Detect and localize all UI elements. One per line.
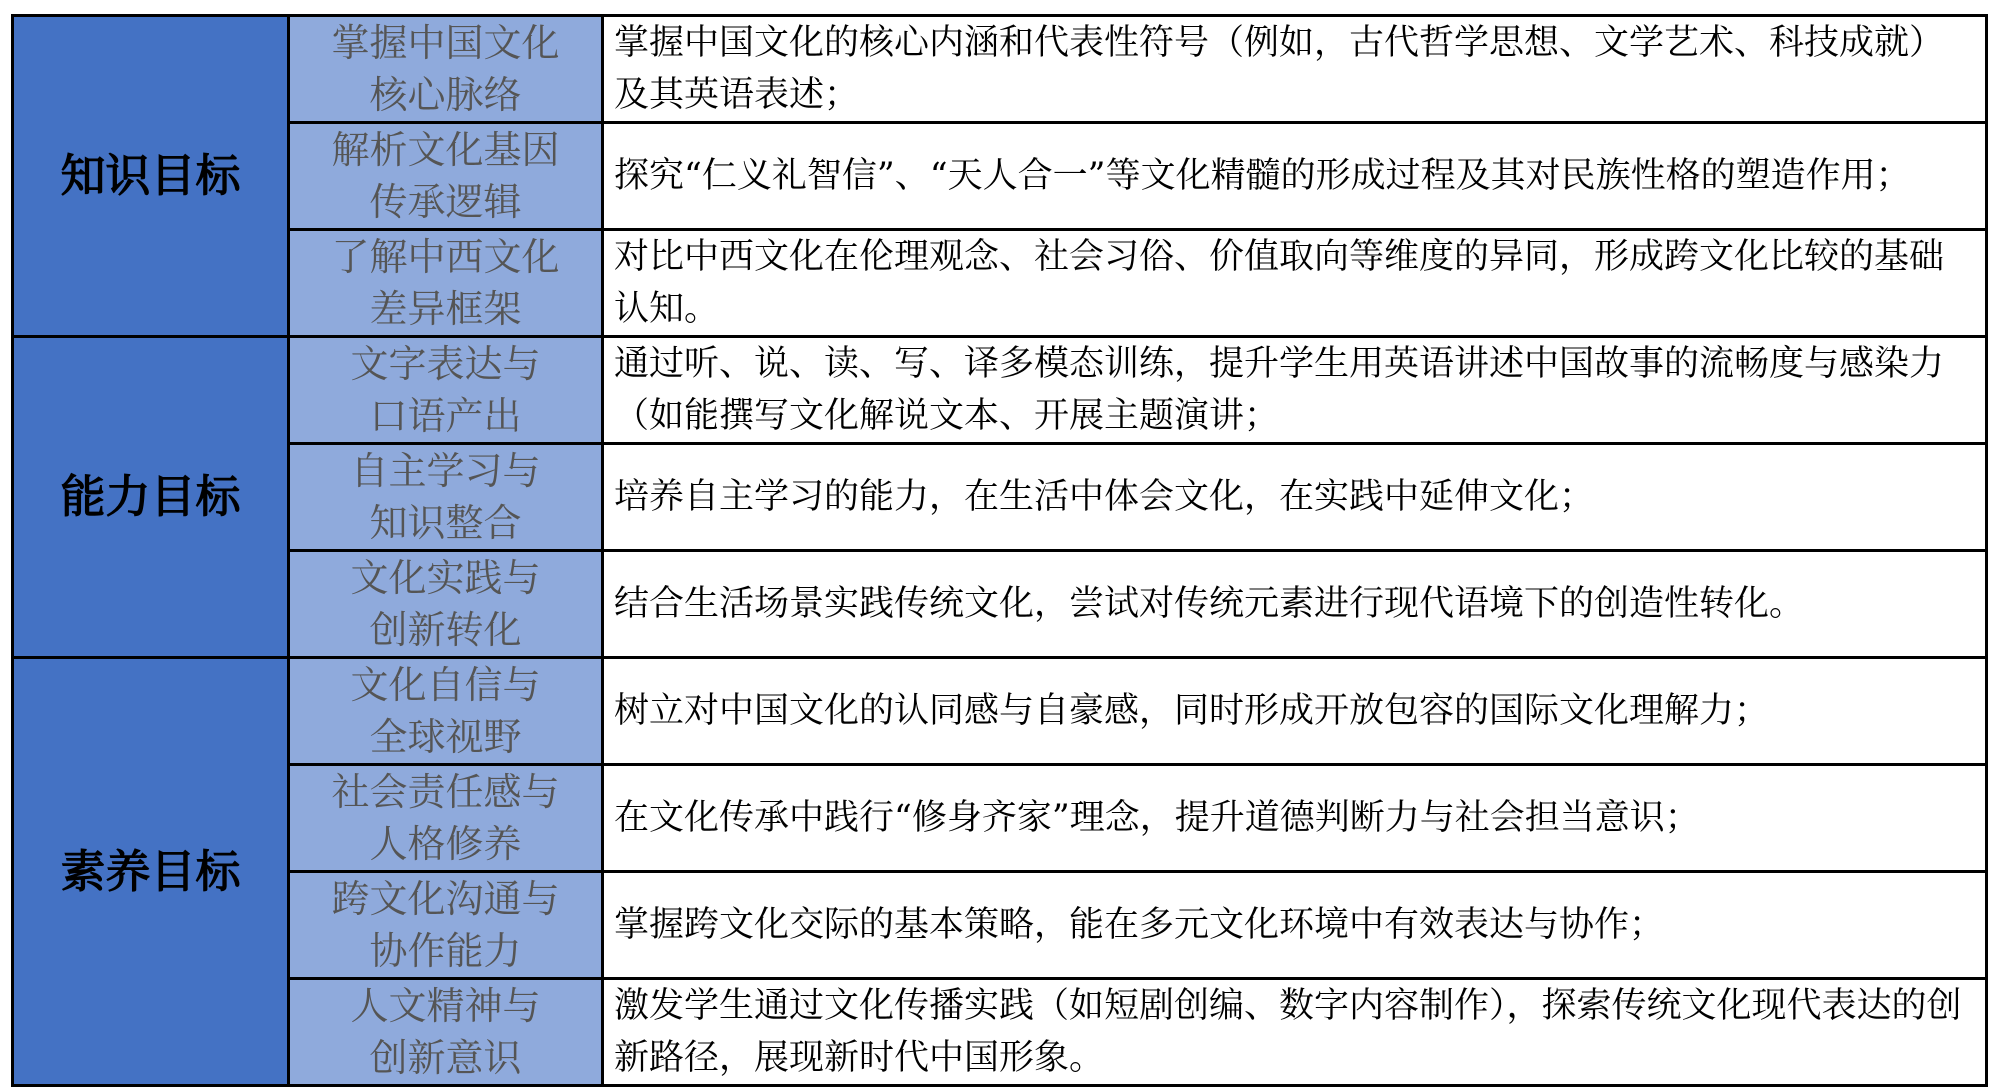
description-cell: 树立对中国文化的认同感与自豪感，同时形成开放包容的国际文化理解力； [603, 658, 1987, 765]
subgoal-cell [289, 16, 603, 123]
subgoal-line: 人格修养 [369, 822, 522, 866]
subgoal-line: 了解中西文化 [331, 235, 560, 279]
subgoal-line: 全球视野 [369, 715, 522, 759]
subgoal-line: 解析文化基因 [331, 128, 560, 172]
subgoal-cell [289, 230, 603, 337]
subgoal-line: 差异框架 [369, 287, 522, 331]
table-row [13, 230, 1987, 337]
subgoal-line: 社会责任感与 [331, 770, 560, 814]
description-cell: 结合生活场景实践传统文化，尝试对传统元素进行现代语境下的创造性转化。 [603, 551, 1987, 658]
subgoal-line: 口语产出 [369, 394, 522, 438]
subgoal-cell [289, 979, 603, 1086]
subgoal-cell [289, 444, 603, 551]
subgoal-line: 传承逻辑 [369, 180, 522, 224]
subgoal-line: 文化自信与 [350, 663, 541, 707]
category-cell: 知识目标 [13, 16, 289, 337]
subgoal-line: 核心脉络 [369, 73, 522, 117]
table-row [13, 444, 1987, 551]
table-row [13, 979, 1987, 1086]
subgoal-line: 文化实践与 [350, 556, 541, 600]
subgoal-line: 创新意识 [369, 1036, 522, 1080]
description-cell: 探究“仁义礼智信”、“天人合一”等文化精髓的形成过程及其对民族性格的塑造作用； [603, 123, 1987, 230]
description-cell: 通过听、说、读、写、译多模态训练，提升学生用英语讲述中国故事的流畅度与感染力（如能撰写文化解说文本、开展主题演讲； [603, 337, 1987, 444]
category-cell: 能力目标 [13, 337, 289, 658]
subgoal-line: 文字表达与 [350, 342, 541, 386]
subgoal-cell [289, 337, 603, 444]
table-row [13, 551, 1987, 658]
description-cell: 掌握中国文化的核心内涵和代表性符号（例如，古代哲学思想、文学艺术、科技成就）及其英语表述； [603, 16, 1987, 123]
subgoal-cell [289, 765, 603, 872]
description-cell: 掌握跨文化交际的基本策略，能在多元文化环境中有效表达与协作； [603, 872, 1987, 979]
table-row [13, 123, 1987, 230]
table-row [13, 337, 1987, 444]
subgoal-cell [289, 872, 603, 979]
subgoal-line: 创新转化 [369, 608, 522, 652]
description-cell: 培养自主学习的能力，在生活中体会文化，在实践中延伸文化； [603, 444, 1987, 551]
description-cell: 在文化传承中践行“修身齐家”理念，提升道德判断力与社会担当意识； [603, 765, 1987, 872]
table-row [13, 16, 1987, 123]
description-cell: 激发学生通过文化传播实践（如短剧创编、数字内容制作），探索传统文化现代表达的创新路径，展现新时代中国形象。 [603, 979, 1987, 1086]
goals-table [11, 14, 1988, 1087]
subgoal-line: 知识整合 [369, 501, 522, 545]
subgoal-line: 人文精神与 [350, 984, 541, 1028]
table-row [13, 872, 1987, 979]
description-cell: 对比中西文化在伦理观念、社会习俗、价值取向等维度的异同，形成跨文化比较的基础认知。 [603, 230, 1987, 337]
category-cell: 素养目标 [13, 658, 289, 1086]
subgoal-cell [289, 123, 603, 230]
subgoal-cell [289, 551, 603, 658]
subgoal-line: 掌握中国文化 [331, 21, 560, 65]
subgoal-line: 跨文化沟通与 [331, 877, 560, 921]
subgoal-line: 自主学习与 [350, 449, 541, 493]
table-row [13, 765, 1987, 872]
subgoal-line: 协作能力 [369, 929, 522, 973]
subgoal-cell [289, 658, 603, 765]
table-row [13, 658, 1987, 765]
